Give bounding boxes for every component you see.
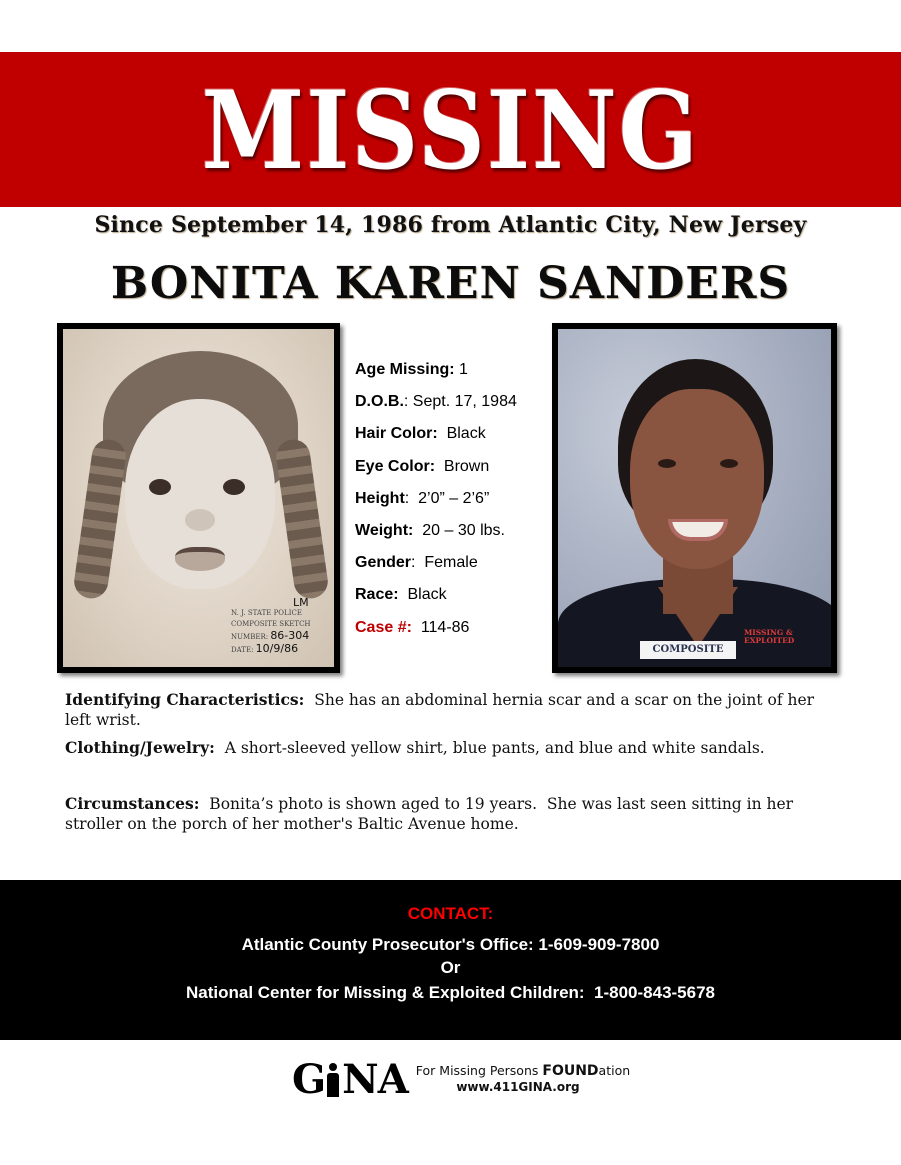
detail-eye-color: Eye Color: Brown <box>355 457 490 475</box>
detail-race: Race: Black <box>355 586 447 604</box>
stamp-agency: N. J. STATE POLICE <box>231 609 302 617</box>
sketch-mouth <box>175 547 225 571</box>
missing-title: MISSING <box>201 67 700 194</box>
stamp-date-row: DATE: 10/9/86 <box>231 642 299 655</box>
composite-photo <box>552 323 837 673</box>
stamp-number-row: NUMBER: 86-304 <box>231 629 310 642</box>
details-list <box>355 354 545 644</box>
person-name: BONITA KAREN SANDERS <box>110 258 791 309</box>
composite-face <box>630 389 764 569</box>
composite-eye-left <box>658 459 676 468</box>
sketch-initials: LM <box>293 596 309 609</box>
contact-ncmec: National Center for Missing & Exploited Children: 1-800-843-5678 <box>185 983 716 1002</box>
contact-section <box>0 880 901 1040</box>
sketch-photo <box>57 323 340 673</box>
sketch-eye-left <box>149 479 171 495</box>
gina-tagline: For Missing Persons FOUNDation www.411GINA.org <box>416 1058 630 1095</box>
detail-age-missing: Age Missing: 1 <box>355 361 468 378</box>
composite-label: COMPOSITE <box>640 641 736 659</box>
contact-heading: CONTACT: <box>407 904 494 923</box>
clothing-jewelry: Clothing/Jewelry: A short-sleeved yellow shirt, blue pants, and blue and white sandals. <box>65 738 765 757</box>
detail-dob: D.O.B.: Sept. 17, 1984 <box>355 393 517 411</box>
missing-since-line: Since September 14, 1986 from Atlantic City, New Jersey <box>94 212 807 238</box>
sketch-braid-right <box>274 437 330 600</box>
stamp-date: 10/9/86 <box>255 642 299 655</box>
gina-logo <box>292 1058 630 1102</box>
missing-banner <box>0 52 901 207</box>
contact-or: Or <box>440 958 461 977</box>
ncmec-watermark: MISSING & EXPLOITED <box>744 628 795 645</box>
sketch-eye-right <box>223 479 245 495</box>
detail-case-number: Case #: 114-86 <box>355 618 470 636</box>
contact-prosecutor: Atlantic County Prosecutor's Office: 1-609-909-7800 <box>241 935 660 954</box>
sketch-braid-left <box>72 437 128 600</box>
sketch-stamp <box>231 597 340 656</box>
gina-url: www.411GINA.org <box>456 1080 580 1094</box>
stamp-type: COMPOSITE SKETCH <box>231 620 311 628</box>
detail-gender: Gender: Female <box>355 554 478 572</box>
stamp-number: 86-304 <box>270 629 310 642</box>
sketch-nose <box>185 509 215 531</box>
detail-hair-color: Hair Color: Black <box>355 425 486 443</box>
gina-wordmark: G NA <box>292 1056 408 1103</box>
person-icon <box>326 1063 340 1097</box>
detail-height: Height: 2’0” – 2’6” <box>355 489 490 507</box>
circumstances: Circumstances: Bonita’s photo is shown aged to 19 years. She was last seen sitting in her stroller on the porch of her mother's Baltic Avenue home. <box>65 794 799 833</box>
detail-weight: Weight: 20 – 30 lbs. <box>355 522 505 540</box>
composite-eye-right <box>720 459 738 468</box>
identifying-characteristics: Identifying Characteristics: She has an abdominal hernia scar and a scar on the joint of her left wrist. <box>65 690 819 729</box>
